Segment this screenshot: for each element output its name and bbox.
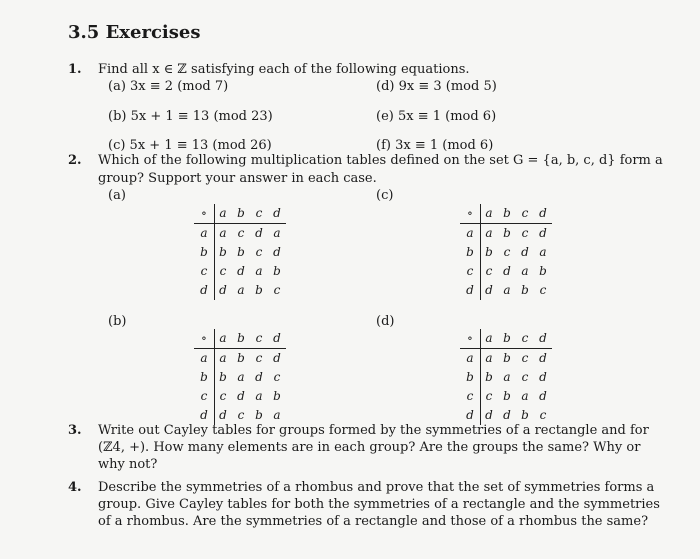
header-cell: c bbox=[521, 331, 529, 345]
header-cell: d bbox=[539, 206, 547, 220]
operator-symbol: ∘ bbox=[467, 206, 473, 220]
table-cell: a bbox=[219, 351, 227, 365]
table-cell: d bbox=[237, 389, 245, 403]
table-cell: c bbox=[273, 283, 281, 297]
exercise-2-number: 2. bbox=[68, 153, 82, 168]
row-label: a bbox=[200, 351, 208, 365]
table-cell: c bbox=[219, 389, 227, 403]
table-row bbox=[460, 349, 552, 368]
exercise-1-number: 1. bbox=[68, 62, 82, 77]
exercise-2-line1: Which of the following multiplication tables defined on the set G = {a, b, c, d} form a bbox=[98, 153, 663, 168]
table-cell: a bbox=[273, 408, 281, 422]
header-cell: b bbox=[503, 331, 511, 345]
table-cell: b bbox=[485, 245, 493, 259]
table-row bbox=[460, 368, 552, 387]
row-label: c bbox=[466, 389, 474, 403]
table-cell: d bbox=[503, 264, 511, 278]
exercise-1f: (f) 3x ≡ 1 (mod 6) bbox=[376, 138, 494, 153]
operator-symbol: ∘ bbox=[467, 331, 473, 345]
table-cell: b bbox=[503, 389, 511, 403]
row-label: b bbox=[200, 245, 208, 259]
table-cell: c bbox=[237, 226, 245, 240]
cayley-table-d bbox=[460, 329, 552, 425]
exercise-4-line3: of a rhombus. Are the symmetries of a rectangle and those of a rhombus the same? bbox=[98, 514, 649, 529]
header-cell: a bbox=[485, 331, 493, 345]
table-cell: d bbox=[539, 389, 547, 403]
table-row bbox=[194, 368, 286, 387]
table-cell: b bbox=[273, 264, 281, 278]
table-cell: d bbox=[219, 408, 227, 422]
row-label: a bbox=[200, 226, 208, 240]
table-cell: b bbox=[273, 389, 281, 403]
exercise-4-number: 4. bbox=[68, 480, 82, 495]
exercise-1d: (d) 9x ≡ 3 (mod 5) bbox=[376, 79, 497, 94]
cayley-table-b bbox=[194, 329, 286, 425]
exercise-3-number: 3. bbox=[68, 423, 82, 438]
operator-symbol: ∘ bbox=[201, 206, 207, 220]
header-cell: a bbox=[219, 206, 227, 220]
table-cell: d bbox=[485, 408, 493, 422]
header-cell: b bbox=[237, 206, 245, 220]
row-label: c bbox=[466, 264, 474, 278]
table-cell: d bbox=[521, 245, 529, 259]
table-a-label: (a) bbox=[108, 188, 126, 203]
table-cell: b bbox=[237, 351, 245, 365]
table-cell: c bbox=[485, 264, 493, 278]
table-cell: a bbox=[237, 283, 245, 297]
exercise-3-line3: why not? bbox=[98, 457, 158, 472]
table-cell: a bbox=[255, 389, 263, 403]
operator-symbol: ∘ bbox=[201, 331, 207, 345]
header-cell: a bbox=[219, 331, 227, 345]
table-cell: b bbox=[219, 370, 227, 384]
table-cell: a bbox=[237, 370, 245, 384]
table-row bbox=[194, 349, 286, 368]
table-cell: c bbox=[503, 245, 511, 259]
header-cell: d bbox=[273, 206, 281, 220]
table-cell: c bbox=[521, 370, 529, 384]
table-cell: a bbox=[503, 370, 511, 384]
exercise-3-line1: Write out Cayley tables for groups formed by the symmetries of a rectangle and for bbox=[98, 423, 649, 438]
row-label: c bbox=[200, 389, 208, 403]
header-cell: d bbox=[539, 331, 547, 345]
table-b-label: (b) bbox=[108, 314, 127, 329]
row-label: b bbox=[466, 370, 474, 384]
table-cell: b bbox=[539, 264, 547, 278]
exercise-1a: (a) 3x ≡ 2 (mod 7) bbox=[108, 79, 229, 94]
exercise-4-line2: group. Give Cayley tables for both the symmetries of a rectangle and the symmetries bbox=[98, 497, 660, 512]
row-label: d bbox=[200, 283, 208, 297]
table-cell: d bbox=[503, 408, 511, 422]
header-cell: c bbox=[255, 206, 263, 220]
table-cell: c bbox=[273, 370, 281, 384]
table-cell: c bbox=[219, 264, 227, 278]
header-cell: b bbox=[503, 206, 511, 220]
table-row bbox=[460, 224, 552, 243]
table-cell: b bbox=[219, 245, 227, 259]
exercise-1b: (b) 5x + 1 ≡ 13 (mod 23) bbox=[108, 109, 273, 124]
header-cell: b bbox=[237, 331, 245, 345]
table-cell: a bbox=[485, 351, 493, 365]
row-label: a bbox=[466, 351, 474, 365]
row-label: b bbox=[200, 370, 208, 384]
table-row bbox=[460, 281, 552, 300]
table-cell: b bbox=[485, 370, 493, 384]
table-cell: b bbox=[255, 283, 263, 297]
table-cell: a bbox=[539, 245, 547, 259]
exercise-1c: (c) 5x + 1 ≡ 13 (mod 26) bbox=[108, 138, 272, 153]
table-row bbox=[460, 262, 552, 281]
table-cell: d bbox=[539, 226, 547, 240]
row-label: d bbox=[466, 283, 474, 297]
table-cell: a bbox=[219, 226, 227, 240]
table-row bbox=[194, 281, 286, 300]
table-cell: c bbox=[521, 351, 529, 365]
table-cell: c bbox=[539, 408, 547, 422]
exercise-1-prompt: Find all x ∈ ℤ satisfying each of the following equations. bbox=[98, 62, 470, 77]
table-cell: d bbox=[539, 370, 547, 384]
table-cell: d bbox=[255, 370, 263, 384]
table-cell: b bbox=[521, 283, 529, 297]
header-cell: a bbox=[485, 206, 493, 220]
table-cell: d bbox=[255, 226, 263, 240]
section-title: 3.5 Exercises bbox=[68, 22, 201, 43]
table-cell: b bbox=[503, 226, 511, 240]
cayley-table-c bbox=[460, 204, 552, 300]
table-row bbox=[194, 224, 286, 243]
table-c-label: (c) bbox=[376, 188, 394, 203]
table-cell: b bbox=[521, 408, 529, 422]
table-row bbox=[460, 243, 552, 262]
table-cell: d bbox=[273, 245, 281, 259]
cayley-table-a bbox=[194, 204, 286, 300]
table-cell: d bbox=[485, 283, 493, 297]
table-cell: c bbox=[237, 408, 245, 422]
table-cell: d bbox=[219, 283, 227, 297]
header-cell: d bbox=[273, 331, 281, 345]
table-cell: c bbox=[255, 245, 263, 259]
table-row bbox=[460, 387, 552, 406]
table-cell: c bbox=[255, 351, 263, 365]
header-cell: c bbox=[521, 206, 529, 220]
row-label: b bbox=[466, 245, 474, 259]
table-row bbox=[194, 243, 286, 262]
row-label: c bbox=[200, 264, 208, 278]
table-cell: a bbox=[255, 264, 263, 278]
table-cell: b bbox=[255, 408, 263, 422]
table-cell: a bbox=[521, 264, 529, 278]
exercise-2-line2: group? Support your answer in each case. bbox=[98, 171, 377, 186]
table-row bbox=[194, 387, 286, 406]
table-cell: a bbox=[485, 226, 493, 240]
row-label: d bbox=[200, 408, 208, 422]
row-label: d bbox=[466, 408, 474, 422]
table-cell: a bbox=[273, 226, 281, 240]
table-cell: d bbox=[237, 264, 245, 278]
table-cell: a bbox=[521, 389, 529, 403]
exercise-4-line1: Describe the symmetries of a rhombus and prove that the set of symmetries forms a bbox=[98, 480, 655, 495]
table-cell: d bbox=[539, 351, 547, 365]
row-label: a bbox=[466, 226, 474, 240]
table-cell: c bbox=[521, 226, 529, 240]
exercise-1e: (e) 5x ≡ 1 (mod 6) bbox=[376, 109, 497, 124]
table-cell: a bbox=[503, 283, 511, 297]
table-cell: c bbox=[485, 389, 493, 403]
table-row bbox=[194, 262, 286, 281]
table-cell: b bbox=[237, 245, 245, 259]
table-cell: d bbox=[273, 351, 281, 365]
exercise-3-line2: (ℤ4, +). How many elements are in each group? Are the groups the same? Why or bbox=[98, 440, 641, 455]
table-cell: c bbox=[539, 283, 547, 297]
table-d-label: (d) bbox=[376, 314, 395, 329]
header-cell: c bbox=[255, 331, 263, 345]
table-cell: b bbox=[503, 351, 511, 365]
